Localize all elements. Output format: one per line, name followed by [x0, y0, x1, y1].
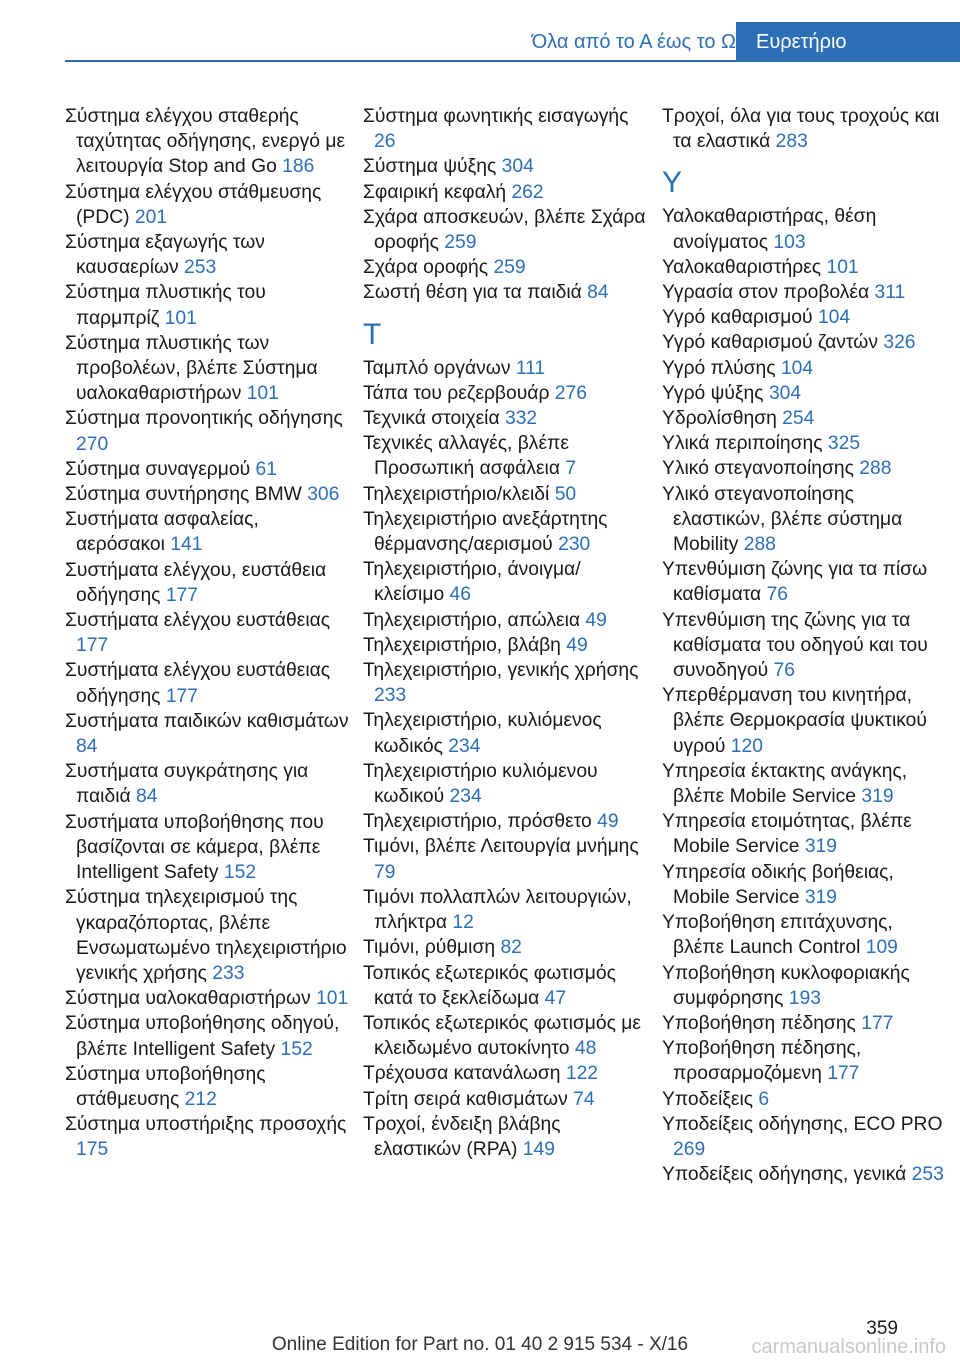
index-entry [662, 280, 947, 305]
index-entry [662, 431, 947, 456]
page-link[interactable]: 311 [874, 282, 906, 304]
index-entry [65, 104, 350, 180]
entry-term: Τροχοί, όλα για τους τροχούς και τα ελαστικά [662, 106, 940, 153]
page-header [0, 22, 960, 62]
index-entry [363, 633, 648, 658]
entry-term: Υγρό καθαρισμού [662, 307, 813, 329]
page-link[interactable]: 76 [766, 584, 789, 606]
entry-term: Υπηρεσία οδικής βοήθειας, Mobile Service [662, 861, 894, 908]
index-entry [65, 1011, 350, 1061]
index-entry [662, 1011, 947, 1036]
index-entry [662, 683, 947, 759]
page-link[interactable]: 233 [374, 685, 407, 707]
entry-term: Τηλεχειριστήριο, βλάβη [363, 634, 561, 656]
page-link[interactable]: 177 [165, 685, 198, 707]
page-link[interactable]: 259 [444, 232, 477, 254]
page-link[interactable]: 120 [730, 735, 763, 757]
entry-term: Τροχοί, ένδειξη βλάβης ελαστικών (RPA) [363, 1113, 561, 1160]
index-entry [662, 1162, 947, 1187]
page-link[interactable]: 332 [504, 408, 538, 430]
page-link[interactable]: 149 [522, 1138, 555, 1160]
entry-term: Τηλεχειριστήριο, απώλεια [363, 609, 581, 631]
entry-term: Υπηρεσία έκτακτης ανάγκης, βλέπε Mobile Service [662, 760, 908, 808]
index-entry [662, 305, 947, 330]
entry-term: Συστήματα ελέγχου ευστάθειας [65, 610, 331, 632]
index-entry [662, 1036, 947, 1086]
index-entry [363, 104, 648, 154]
entry-term: Σχάρα αποσκευών, βλέπε Σχάρα οροφής [363, 206, 646, 254]
index-entry [65, 1062, 350, 1112]
index-entry [363, 557, 648, 607]
index-entry [662, 104, 947, 154]
page-link[interactable]: 6 [758, 1088, 770, 1110]
index-entry [65, 986, 350, 1011]
page-link[interactable]: 109 [865, 937, 898, 959]
page-link[interactable]: 253 [184, 257, 217, 279]
page-link[interactable]: 319 [861, 786, 894, 808]
index-entry [662, 381, 947, 406]
index-entry [662, 759, 947, 809]
index-entry [363, 280, 648, 305]
index-entry [363, 608, 648, 633]
entry-term: Τρέχουσα κατανάλωση [363, 1063, 561, 1085]
index-entry [662, 406, 947, 431]
section-title: Όλα από το Α έως το Ω [531, 31, 736, 53]
entry-term: Συστήματα συγκράτησης για παιδιά [65, 761, 309, 808]
page-link[interactable]: 212 [184, 1088, 217, 1110]
page-link[interactable]: 82 [500, 937, 522, 959]
page-link[interactable]: 259 [493, 257, 526, 279]
index-entry [363, 1112, 648, 1162]
page-link[interactable]: 177 [861, 1012, 894, 1034]
index-entry [662, 482, 947, 558]
page-link[interactable]: 50 [554, 483, 577, 505]
entry-term: Υπερθέρμανση του κινητήρα, βλέπε Θερμοκρασία ψυκτικού υγρού [662, 685, 927, 757]
page-link[interactable]: 49 [597, 811, 619, 833]
page-link[interactable]: 254 [782, 408, 815, 430]
entry-term: Υλικό στεγανοποίησης [662, 458, 854, 480]
page-link[interactable]: 276 [554, 382, 587, 404]
entry-term: Υποδείξεις [662, 1088, 754, 1110]
index-entry [662, 809, 947, 859]
page-link[interactable]: 84 [587, 282, 609, 304]
entry-term: Τηλεχειριστήριο, γενικής χρήσης [363, 660, 639, 682]
page-link[interactable]: 270 [76, 433, 109, 455]
entry-term: Συστήματα παιδικών καθισμάτων [65, 710, 349, 732]
entry-term: Τιμόνι, ρύθμιση [363, 937, 496, 959]
page-link[interactable]: 201 [134, 206, 168, 228]
entry-term: Τρίτη σειρά καθισμάτων [363, 1088, 568, 1110]
entry-term: Σύστημα ελέγχου στάθμευσης (PDC) [65, 181, 322, 228]
index-entry [662, 255, 947, 280]
entry-term: Σύστημα υποβοήθησης οδηγού, βλέπε Intelligent Safety [65, 1013, 340, 1060]
entry-term: Υπενθύμιση ζώνης για τα πίσω καθίσματα [662, 559, 928, 606]
index-entry [363, 935, 648, 960]
index-entry [65, 457, 350, 482]
page-link[interactable]: 177 [165, 584, 198, 606]
entry-term: Υγρό καθαρισμού ζαντών [662, 332, 878, 354]
index-entry [363, 708, 648, 758]
entry-term: Τοπικός εξωτερικός φωτισμός κατά το ξεκλείδωμα [363, 962, 616, 1009]
entry-term: Τιμόνι πολλαπλών λειτουργιών, πλήκτρα [363, 886, 632, 934]
page-link[interactable]: 326 [883, 332, 916, 354]
index-entry [363, 180, 648, 205]
page-link[interactable]: 152 [280, 1038, 313, 1060]
index-entry [363, 507, 648, 557]
entry-term: Υπηρεσία ετοιμότητας, βλέπε Mobile Service [662, 811, 912, 858]
page-number: 359 [866, 1318, 898, 1339]
index-entry [65, 709, 350, 759]
entry-term: Ταμπλό οργάνων [363, 357, 511, 379]
index-entry [65, 507, 350, 557]
entry-term: Τεχνικά στοιχεία [363, 408, 500, 430]
entry-term: Υαλοκαθαριστήρες [662, 256, 822, 278]
entry-term: Υαλοκαθαριστήρας, θέση ανοίγματος [662, 206, 877, 253]
index-entry [65, 406, 350, 456]
entry-term: Σύστημα πλυστικής των προβολέων, βλέπε Σύστημα υαλοκαθαριστήρων [65, 332, 318, 405]
page-link[interactable]: 103 [773, 231, 806, 253]
page-link[interactable]: 325 [827, 433, 861, 455]
page-link[interactable]: 61 [255, 458, 277, 480]
page-link[interactable]: 175 [76, 1139, 109, 1161]
index-entry [363, 885, 648, 935]
index-entry [65, 1112, 350, 1162]
page-link[interactable]: 7 [565, 458, 577, 480]
page-link[interactable]: 230 [558, 534, 591, 556]
index-entry [662, 1087, 947, 1112]
index-entry [65, 331, 350, 407]
page-link[interactable]: 122 [565, 1063, 599, 1085]
page-link[interactable]: 141 [170, 534, 203, 556]
index-entry [662, 456, 947, 481]
index-entry [65, 759, 350, 809]
entry-term: Σύστημα τηλεχειρισμού της γκαραζόπορτας, βλέπε Ενσωματωμένο τηλεχειριστήριο γενικής χρήσης [65, 887, 347, 984]
page-link[interactable]: 262 [511, 181, 544, 203]
page-link[interactable]: 111 [515, 357, 546, 379]
header-rule [65, 60, 736, 62]
page-link[interactable]: 304 [768, 382, 802, 404]
index-entry [363, 431, 648, 481]
page-link[interactable]: 76 [773, 660, 795, 682]
index-column-1 [65, 104, 350, 1163]
page-link[interactable]: 269 [673, 1138, 706, 1160]
entry-term: Σφαιρική κεφαλή [363, 181, 507, 203]
entry-term: Υλικά περιποίησης [662, 433, 823, 455]
page-link[interactable]: 319 [804, 836, 837, 858]
page-link[interactable]: 177 [76, 635, 109, 657]
entry-term: Τάπα του ρεζερβουάρ [363, 382, 550, 404]
index-entry [662, 204, 947, 254]
index-entry [65, 180, 350, 230]
entry-term: Σύστημα φωνητικής εισαγωγής [363, 106, 629, 127]
page-link[interactable]: 74 [573, 1088, 595, 1110]
index-entry [363, 1061, 648, 1086]
page-link[interactable]: 101 [826, 256, 859, 278]
entry-term: Υποδείξεις οδήγησης, ECO PRO [662, 1113, 943, 1135]
entry-term: Σύστημα εξαγωγής των καυσαερίων [65, 232, 265, 279]
index-entry [363, 961, 648, 1011]
watermark: carmanualsonline.info [751, 1336, 946, 1358]
entry-term: Υδρολίσθηση [662, 408, 777, 430]
entry-term: Σύστημα πλυστικής του παρμπρίζ [65, 282, 266, 329]
index-entry [662, 330, 947, 355]
entry-term: Υποβοήθηση επιτάχυνσης, βλέπε Launch Control [662, 912, 893, 959]
entry-term: Σύστημα υαλοκαθαριστήρων [65, 988, 311, 1010]
index-entry [363, 406, 648, 431]
entry-term: Τηλεχειριστήριο, πρόσθετο [363, 811, 592, 833]
entry-term: Υγρό ψύξης [662, 382, 764, 404]
index-entry [662, 1112, 947, 1162]
index-entry [65, 885, 350, 986]
index-entry [363, 658, 648, 708]
index-entry [363, 255, 648, 280]
index-entry [65, 280, 350, 330]
page-link[interactable]: 26 [374, 131, 396, 153]
index-entry [662, 961, 947, 1011]
index-column-3 [662, 104, 947, 1187]
entry-term: Συστήματα ασφαλείας, αερόσακοι [65, 509, 259, 556]
section-letter: Υ [662, 166, 683, 200]
entry-term: Συστήματα ελέγχου ευστάθειας οδήγησης [65, 660, 331, 707]
page-link[interactable]: 104 [780, 357, 814, 379]
entry-term: Υγρασία στον προβολέα [662, 282, 870, 304]
entry-term: Τηλεχειριστήριο ανεξάρτητης θέρμανσης/αερισμού [363, 508, 608, 556]
page-link[interactable]: 288 [743, 534, 776, 556]
index-entry [363, 1087, 648, 1112]
entry-term: Υποδείξεις οδήγησης, γενικά [662, 1164, 907, 1186]
index-column-2 [363, 104, 648, 1162]
entry-term: Σχάρα οροφής [363, 257, 489, 279]
entry-term: Υγρό πλύσης [662, 357, 776, 379]
entry-term: Τιμόνι, βλέπε Λειτουργία μνήμης [363, 836, 639, 858]
entry-term: Σύστημα υποβοήθησης στάθμευσης [65, 1063, 266, 1110]
page-link[interactable]: 84 [76, 736, 98, 758]
index-entry [65, 558, 350, 608]
entry-term: Τηλεχειριστήριο, κυλιόμενος κωδικός [363, 710, 602, 757]
entry-term: Συστήματα υποβοήθησης που βασίζονται σε κάμερα, βλέπε Intelligent Safety [65, 811, 324, 884]
entry-term: Σωστή θέση για τα παιδιά [363, 282, 582, 304]
index-entry [363, 356, 648, 381]
page-link[interactable]: 186 [282, 156, 315, 178]
page-link[interactable]: 152 [223, 862, 257, 884]
entry-term: Υπενθύμιση της ζώνης για τα καθίσματα του οδηγού και του συνοδηγού [662, 609, 928, 682]
page-link[interactable]: 233 [212, 962, 245, 984]
page-link[interactable]: 101 [246, 383, 279, 405]
page-link[interactable]: 104 [817, 307, 851, 329]
entry-term: Σύστημα ψύξης [363, 156, 497, 178]
index-entry [65, 230, 350, 280]
page-link[interactable]: 234 [449, 786, 482, 808]
page-link[interactable]: 79 [374, 861, 396, 883]
index-entry [363, 1011, 648, 1061]
page-link[interactable]: 101 [164, 307, 197, 329]
index-entry [65, 810, 350, 886]
page-link[interactable]: 101 [316, 988, 349, 1010]
page-link[interactable]: 84 [135, 786, 158, 808]
entry-term: Τηλεχειριστήριο κυλιόμενου κωδικού [363, 760, 598, 808]
entry-term: Υλικό στεγανοποίησης ελαστικών, βλέπε σύστημα Mobility [662, 483, 903, 556]
entry-term: Υποβοήθηση κυκλοφοριακής συμφόρησης [662, 962, 910, 1009]
index-entry [363, 154, 648, 179]
entry-term: Τοπικός εξωτερικός φωτισμός με κλειδωμένο αυτοκίνητο [363, 1012, 641, 1060]
page-link[interactable]: 319 [804, 886, 837, 908]
page-link[interactable]: 234 [448, 735, 481, 757]
index-entry [363, 809, 648, 834]
footer-edition: Online Edition for Part no. 01 40 2 915 534 - X/16 [271, 1334, 689, 1355]
entry-term: Σύστημα προνοητικής οδήγησης [65, 408, 343, 430]
index-entry [363, 205, 648, 255]
index-entry [363, 381, 648, 406]
index-entry [65, 608, 350, 658]
page-link[interactable]: 47 [544, 987, 567, 1009]
entry-term: Υποβοήθηση πέδησης, προσαρμοζόμενη [662, 1038, 862, 1085]
index-entry [65, 482, 350, 507]
page-link[interactable]: 283 [775, 131, 808, 153]
entry-term: Τεχνικές αλλαγές, βλέπε Προσωπική ασφάλεια [363, 433, 569, 480]
page-link[interactable]: 177 [827, 1063, 860, 1085]
index-entry [65, 658, 350, 708]
page-link[interactable]: 306 [307, 484, 340, 506]
page-link[interactable]: 193 [788, 987, 821, 1009]
page-link[interactable]: 304 [501, 156, 534, 178]
index-entry [363, 759, 648, 809]
entry-term: Υποβοήθηση πέδησης [662, 1012, 856, 1034]
entry-term: Σύστημα ελέγχου σταθερής ταχύτητας οδήγησης, ενεργό με λειτουργία Stop and Go [65, 106, 346, 178]
page-link[interactable]: 49 [585, 609, 607, 631]
entry-term: Συστήματα ελέγχου, ευστάθεια οδήγησης [65, 559, 327, 606]
page-link[interactable]: 48 [574, 1038, 597, 1060]
section-letter: Τ [363, 317, 382, 351]
entry-term: Σύστημα συντήρησης BMW [65, 484, 302, 506]
page-link[interactable]: 46 [449, 584, 471, 606]
index-entry [662, 860, 947, 910]
entry-term: Σύστημα υποστήριξης προσοχής [65, 1114, 347, 1136]
index-entry [662, 608, 947, 684]
page-link[interactable]: 288 [859, 458, 892, 480]
entry-term: Τηλεχειριστήριο/κλειδί [363, 483, 550, 505]
index-entry [363, 482, 648, 507]
entry-term: Σύστημα συναγερμού [65, 458, 251, 480]
page-link[interactable]: 49 [566, 634, 588, 656]
index-entry [662, 356, 947, 381]
index-entry [363, 834, 648, 884]
page-link[interactable]: 12 [452, 912, 474, 934]
index-entry [662, 910, 947, 960]
entry-term: Τηλεχειριστήριο, άνοιγμα/κλείσιμο [363, 559, 581, 606]
page-link[interactable]: 253 [911, 1164, 944, 1186]
index-entry [662, 557, 947, 607]
index-tab: Ευρετήριο [736, 22, 960, 62]
